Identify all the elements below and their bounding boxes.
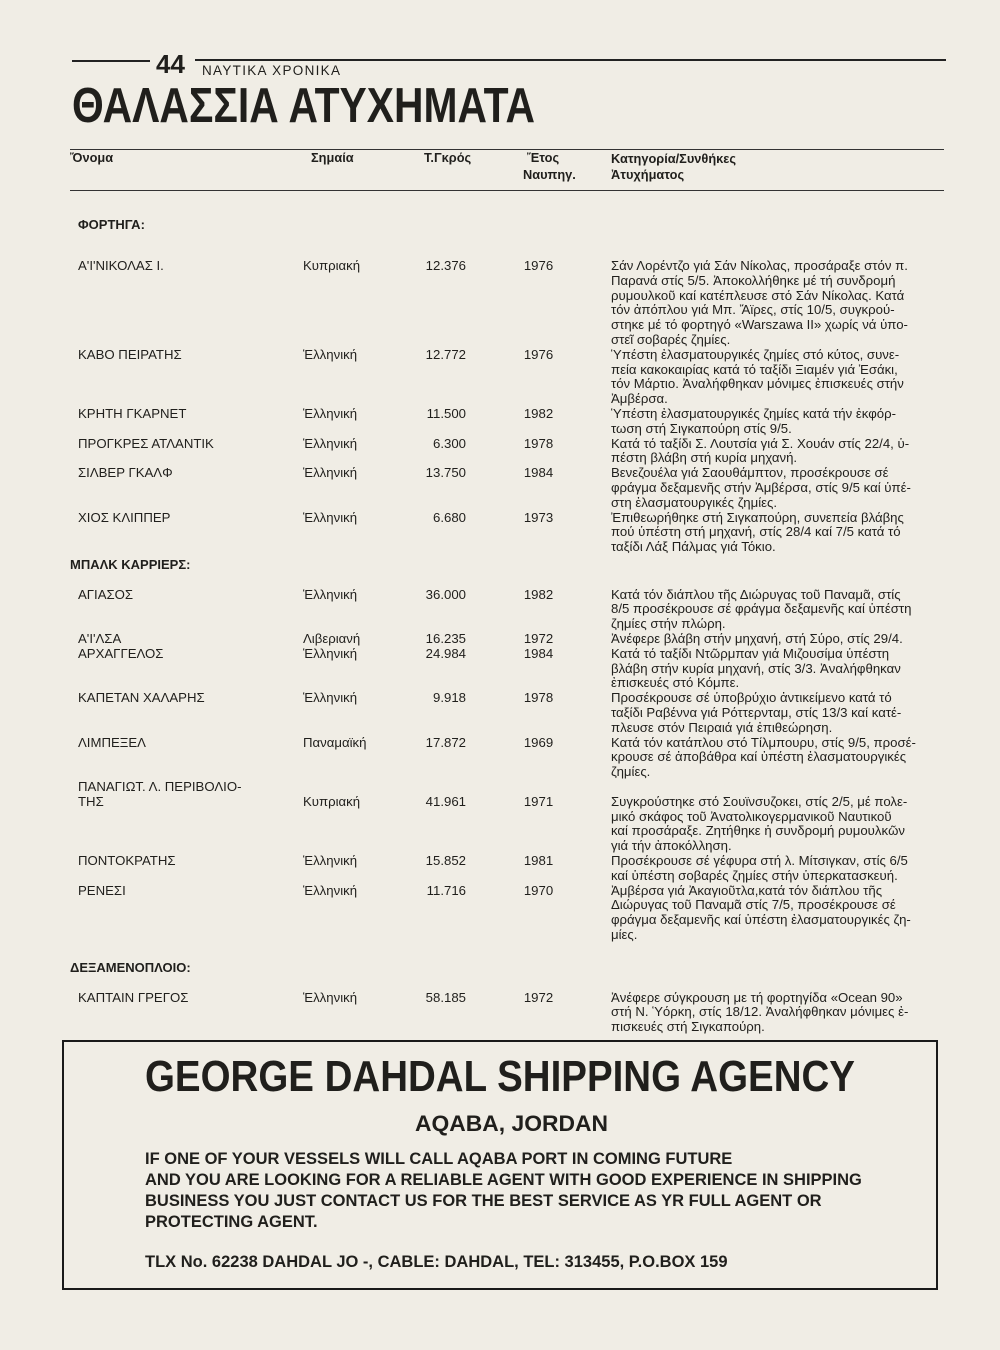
build-year: 1976 [523, 257, 554, 273]
description-line: πέστη βλάβη στή κυρία μηχανή. [611, 450, 798, 466]
build-year: 1984 [523, 645, 554, 661]
description-line: ταξίδι Ραβέννα γιά Ρόττερνταμ, στίς 13/3 καί κατέ- [611, 704, 902, 720]
table-row-cells [78, 991, 944, 1035]
description-line: Προσέκρουσε σέ γέφυρα στή λ. Μίτσιγκαν, στίς 6/5 [611, 852, 908, 868]
description-line: Σάν Λορέντζο γιά Σάν Νίκολας, προσάραξε στόν π. [611, 257, 908, 273]
gross-tonnage: 6.680 [432, 509, 466, 525]
description-line: καί ὑπέστη σοβαρές ζημίες στήν ὑπερκατασκευή. [611, 867, 898, 883]
ad-body-line: BUSINESS YOU JUST CONTACT US FOR THE BEST SERVICE AS YR FULL AGENT OR [145, 1191, 822, 1210]
description-line: τωση στή Σιγκαπούρη στίς 9/5. [611, 420, 792, 436]
ad-body [145, 1149, 862, 1233]
description-line: Προσέκρουσε σέ ὑποβρύχιο ἀντικείμενο κατά τό [611, 690, 892, 706]
incident-description [611, 991, 945, 1035]
column-header-name: Ὄνομα [70, 150, 114, 165]
description-line: Παρανά στίς 5/5. Ἀποκολλήθηκε μέ τή συνδρομή [611, 272, 896, 288]
description-line: στηκε μέ τό φορτηγό «Warszawa II» χωρίς νά ὑπο- [611, 317, 908, 333]
table-row-cells [78, 407, 944, 437]
ad-body-line: AND YOU ARE LOOKING FOR A RELIABLE AGENT WITH GOOD EXPERIENCE IN SHIPPING [145, 1170, 862, 1189]
description-line: 8/5 προσέκρουσε σέ φράγμα δεξαμενῆς καί ὑπέστη [611, 601, 912, 617]
table-row [78, 348, 944, 407]
build-year: 1981 [523, 852, 554, 868]
vessel-name: ΤΗΣ [78, 793, 104, 809]
table-row-cells [78, 647, 944, 691]
header-rule-right [195, 59, 946, 61]
section-cargo-ships [70, 218, 944, 555]
table-row-cells [78, 736, 944, 780]
description-line: Ἀνέφερε σύγκρουση με τή φορτηγίδα «Ocean 90» [611, 989, 903, 1005]
vessel-name: ΛΙΜΠΕΞΕΛ [78, 734, 146, 750]
table-row [78, 632, 944, 647]
vessel-flag: Ἑλληνική [303, 509, 358, 525]
incident-description [611, 632, 945, 647]
description-line: ζημίες στήν πλώρη. [611, 616, 726, 632]
gross-tonnage: 11.716 [426, 882, 466, 898]
description-line: φράγμα δεξαμενῆς καί ὑπέστη ἐλασματουργικές ζη- [611, 912, 911, 928]
section-tankers [70, 961, 944, 1035]
vessel-name: ΚΑΠΕΤΑΝ ΧΑΛΑΡΗΣ [78, 690, 205, 706]
table-row [78, 437, 944, 467]
vessel-name: ΣΙΛΒΕΡ ΓΚΑΛΦ [78, 465, 173, 481]
incident-description [611, 466, 945, 510]
vessel-name: Α'Ι'ΛΣΑ [78, 630, 122, 646]
table-row-cells [78, 348, 944, 407]
vessel-flag: Ἑλληνική [303, 690, 358, 706]
vessel-name: ΚΑΠΤΑΙΝ ΓΡΕΓΟΣ [78, 989, 189, 1005]
magazine-name: ΝΑΥΤΙΚΑ ΧΡΟΝΙΚΑ [202, 63, 342, 78]
build-year: 1976 [523, 346, 554, 362]
page-number: 44 [156, 49, 185, 79]
description-line: τόν ἀπόπλου γιά Μπ. Ἄϊρες, στίς 10/5, συγκρού- [611, 302, 895, 318]
section-heading: ΔΕΞΑΜΕΝΟΠΛΟΙΟ: [70, 960, 191, 975]
build-year: 1972 [523, 630, 554, 646]
build-year: 1978 [523, 435, 554, 451]
description-line: Κατά τόν διάπλου τῆς Διώρυγας τοῦ Παναμᾶ, στίς [611, 586, 901, 602]
gross-tonnage: 24.984 [425, 645, 466, 661]
gross-tonnage: 13.750 [425, 465, 466, 481]
vessel-name: ΡΕΝΕΣΙ [78, 882, 126, 898]
vessel-flag: Ἑλληνική [303, 346, 358, 362]
column-header-category-line2: Ἀτυχήματος [611, 167, 685, 182]
description-line: μικό σκάφος τοῦ Ἀνατολικογερμανικοῦ Ναυτικοῦ [611, 808, 892, 824]
incident-description [611, 407, 945, 437]
build-year: 1970 [523, 882, 554, 898]
description-line: στή Ν. Ὑόρκη, στίς 18/12. Ἀναλήφθηκαν μόνιμες ἐ- [611, 1004, 909, 1020]
vessel-flag: Ἑλληνική [303, 465, 358, 481]
table-row [78, 511, 944, 555]
vessel-name: ΧΙΟΣ ΚΛΙΠΠΕΡ [78, 509, 171, 525]
description-line: κρουσε σέ ἀποβάθρα καί ὑπέστη ἐλασματουργικές [611, 749, 907, 765]
build-year: 1982 [523, 405, 554, 421]
vessel-flag: Κυπριακή [303, 257, 361, 273]
description-line: Συγκρούστηκε στό Σουϊνσυζοκει, στίς 2/5, μέ πολε- [611, 793, 908, 809]
table-row-cells [78, 259, 944, 348]
table-header [70, 149, 944, 191]
vessel-name: ΠΟΝΤΟΚΡΑΤΗΣ [78, 852, 176, 868]
description-line: πισκευές στή Σιγκαπούρη. [611, 1019, 765, 1035]
description-line: στεῖ σοβαρές ζημίες. [611, 331, 731, 347]
section-bulk-carriers [70, 558, 944, 943]
page-title: ΘΑΛΑΣΣΙΑ ΑΤΥΧΗΜΑΤΑ [72, 79, 535, 133]
incident-description [611, 348, 945, 407]
table-row [78, 884, 944, 943]
advertisement-box [62, 1040, 938, 1290]
table-row [78, 588, 944, 632]
vessel-flag: Ἑλληνική [303, 586, 358, 602]
column-header-year-built: Ἔτος [527, 150, 560, 165]
table-row [78, 407, 944, 437]
gross-tonnage: 11.500 [426, 405, 466, 421]
description-line: Κατά τό ταξίδι Ντῶρμπαν γιά Μιζουσίμα ὑπέστη [611, 645, 890, 661]
vessel-name-line: ΠΑΝΑΓΙΩΤ. Λ. ΠΕΡΙΒΟΛΙΟ- [78, 778, 242, 794]
table-row [78, 736, 944, 780]
section-rows [70, 588, 944, 943]
incident-description [611, 588, 945, 632]
description-line: Ἀμβέρσα. [611, 391, 668, 407]
build-year: 1972 [523, 989, 554, 1005]
ad-body-line: IF ONE OF YOUR VESSELS WILL CALL AQABA PORT IN COMING FUTURE [145, 1149, 733, 1168]
column-header-gross-tonnage: Τ.Γκρός [424, 150, 472, 165]
build-year: 1982 [523, 586, 554, 602]
description-line: Ἐπιθεωρήθηκε στή Σιγκαπούρη, συνεπεία βλάβης [611, 509, 904, 525]
column-header-year-built-line2: Ναυπηγ. [523, 167, 576, 182]
description-line: Διώρυγας τοῦ Παναμᾶ στίς 7/5, προσέκρουσε σέ [611, 897, 896, 913]
description-line: Ἀμβέρσα γιά Ἀκαγιοῦτλα,κατά τόν διάπλου τῆς [611, 882, 883, 898]
vessel-name: ΑΓΙΑΣΟΣ [78, 586, 134, 602]
table-row [78, 780, 944, 854]
table-row-cells [78, 588, 944, 632]
gross-tonnage: 16.235 [425, 630, 466, 646]
incident-description [611, 795, 945, 854]
incident-description [611, 691, 945, 735]
description-line: πού ὑπέστη στή μηχανή, στίς 28/4 καί 7/5 κατά τό [611, 524, 901, 540]
vessel-flag: Ἑλληνική [303, 852, 358, 868]
incident-description [611, 259, 945, 348]
vessel-flag: Παναμαϊκή [303, 734, 367, 750]
description-line: πλευσε στόν Πειραιά γιά ἐπιθεώρηση. [611, 719, 833, 735]
table-row-cells [78, 511, 944, 555]
vessel-flag: Κυπριακή [303, 793, 361, 809]
description-line: ρυμουλκοῦ καί κατέπλευσε στό Σάν Νίκολας. Κατά [611, 287, 905, 303]
vessel-name: ΑΡΧΑΓΓΕΛΟΣ [78, 645, 164, 661]
table-row-cells [78, 884, 944, 943]
gross-tonnage: 36.000 [425, 586, 466, 602]
ad-contact-line: TLX No. 62238 DAHDAL JO -, CABLE: DAHDAL, TEL: 313455, P.O.BOX 159 [145, 1252, 728, 1271]
description-line: πεία κακοκαιρίας κατά τό ταξίδι Ξιαμέν γιά Ἐσάκι, [611, 361, 898, 377]
build-year: 1978 [523, 690, 554, 706]
build-year: 1984 [523, 465, 554, 481]
description-line: Ἀνέφερε βλάβη στήν μηχανή, στή Σύρο, στίς 29/4. [611, 630, 903, 646]
table-row [78, 647, 944, 691]
table-row [78, 991, 944, 1035]
description-line: βλάβη στήν κυρία μηχανή, στίς 3/3. Ἀναλήφθηκαν [611, 660, 901, 676]
table-row-cells [78, 437, 944, 467]
vessel-name: ΠΡΟΓΚΡΕΣ ΑΤΛΑΝΤΙΚ [78, 435, 214, 451]
column-header-flag: Σημαία [311, 150, 354, 165]
column-header-category: Κατηγορία/Συνθήκες [611, 151, 737, 166]
table-row [78, 691, 944, 735]
ad-location: AQABA, JORDAN [415, 1111, 609, 1136]
build-year: 1971 [523, 793, 554, 809]
vessel-flag: Ἑλληνική [303, 989, 358, 1005]
description-line: καί προσάραξε. Ζητήθηκε ἡ συνδρομή ρυμουλκῶν [611, 823, 905, 839]
description-line: γιά τήν ἀποκόλληση. [611, 838, 732, 854]
table-row [78, 259, 944, 348]
description-line: ζημίες. [611, 764, 651, 780]
table-row-cells [78, 466, 944, 510]
vessel-name: ΚΡΗΤΗ ΓΚΑΡΝΕΤ [78, 405, 187, 421]
gross-tonnage: 12.772 [425, 346, 466, 362]
vessel-flag: Ἑλληνική [303, 645, 358, 661]
build-year: 1969 [523, 734, 554, 750]
description-line: Βενεζουέλα γιά Σαουθάμπτον, προσέκρουσε σέ [611, 465, 889, 481]
gross-tonnage: 9.918 [432, 690, 466, 706]
description-line: ταξίδι Λάξ Πάλμας γιά Τόκιο. [611, 539, 776, 555]
section-heading: ΦΟΡΤΗΓΑ: [78, 217, 145, 232]
incident-description [611, 647, 945, 691]
section-heading: ΜΠΑΛΚ ΚΑΡΡΙΕΡΣ: [70, 557, 191, 572]
gross-tonnage: 17.872 [425, 734, 466, 750]
gross-tonnage: 12.376 [425, 257, 466, 273]
section-rows [70, 991, 944, 1035]
gross-tonnage: 58.185 [425, 989, 466, 1005]
incident-description [611, 854, 945, 884]
gross-tonnage: 15.852 [425, 852, 466, 868]
gross-tonnage: 41.961 [425, 793, 466, 809]
vessel-flag: Ἑλληνική [303, 882, 358, 898]
vessel-flag: Λιβεριανή [303, 630, 361, 646]
table-row-cells [78, 795, 944, 854]
vessel-flag: Ἑλληνική [303, 435, 358, 451]
description-line: μίες. [611, 926, 638, 942]
vessel-flag: Ἑλληνική [303, 405, 358, 421]
incident-description [611, 511, 945, 555]
description-line: Ὑπέστη ἐλασματουργικές ζημίες στό κύτος, συνε- [611, 346, 900, 362]
table-row [78, 854, 944, 884]
description-line: Κατά τό ταξίδι Σ. Λουτσία γιά Σ. Χουάν στίς 22/4, ὑ- [611, 435, 910, 451]
vessel-name: ΚΑΒΟ ΠΕΙΡΑΤΗΣ [78, 346, 182, 362]
description-line: τόν Μάρτιο. Ἀναλήφθηκαν μόνιμες ἐπισκευές στήν [611, 376, 904, 392]
incident-description [611, 736, 945, 780]
header-rule-left [72, 60, 150, 62]
ad-headline: GEORGE DAHDAL SHIPPING AGENCY [145, 1052, 855, 1101]
description-line: Ὑπέστη ἐλασματουργικές ζημίες κατά τήν ἐκφόρ- [611, 405, 896, 421]
vessel-name: Α'Ι'ΝΙΚΟΛΑΣ Ι. [78, 257, 164, 273]
table-row-cells [78, 854, 944, 884]
description-line: στη ἐλασματουργικές ζημίες. [611, 494, 778, 510]
build-year: 1973 [523, 509, 554, 525]
incident-description [611, 884, 945, 943]
description-line: φράγμα δεξαμενῆς στήν Ἀμβέρσα, στίς 9/5 καί ὑπέ- [611, 479, 911, 495]
ad-body-line: PROTECTING AGENT. [145, 1212, 318, 1231]
table-row-cells [78, 632, 944, 647]
description-line: ἐπισκευές στό Κόμπε. [611, 675, 740, 691]
section-rows [70, 259, 944, 555]
table-row [78, 466, 944, 510]
description-line: Κατά τόν κατάπλου στό Τίλμπουρυ, στίς 9/5, προσέ- [611, 734, 916, 750]
incident-description [611, 437, 945, 467]
table-row-cells [78, 691, 944, 735]
gross-tonnage: 6.300 [432, 435, 466, 451]
